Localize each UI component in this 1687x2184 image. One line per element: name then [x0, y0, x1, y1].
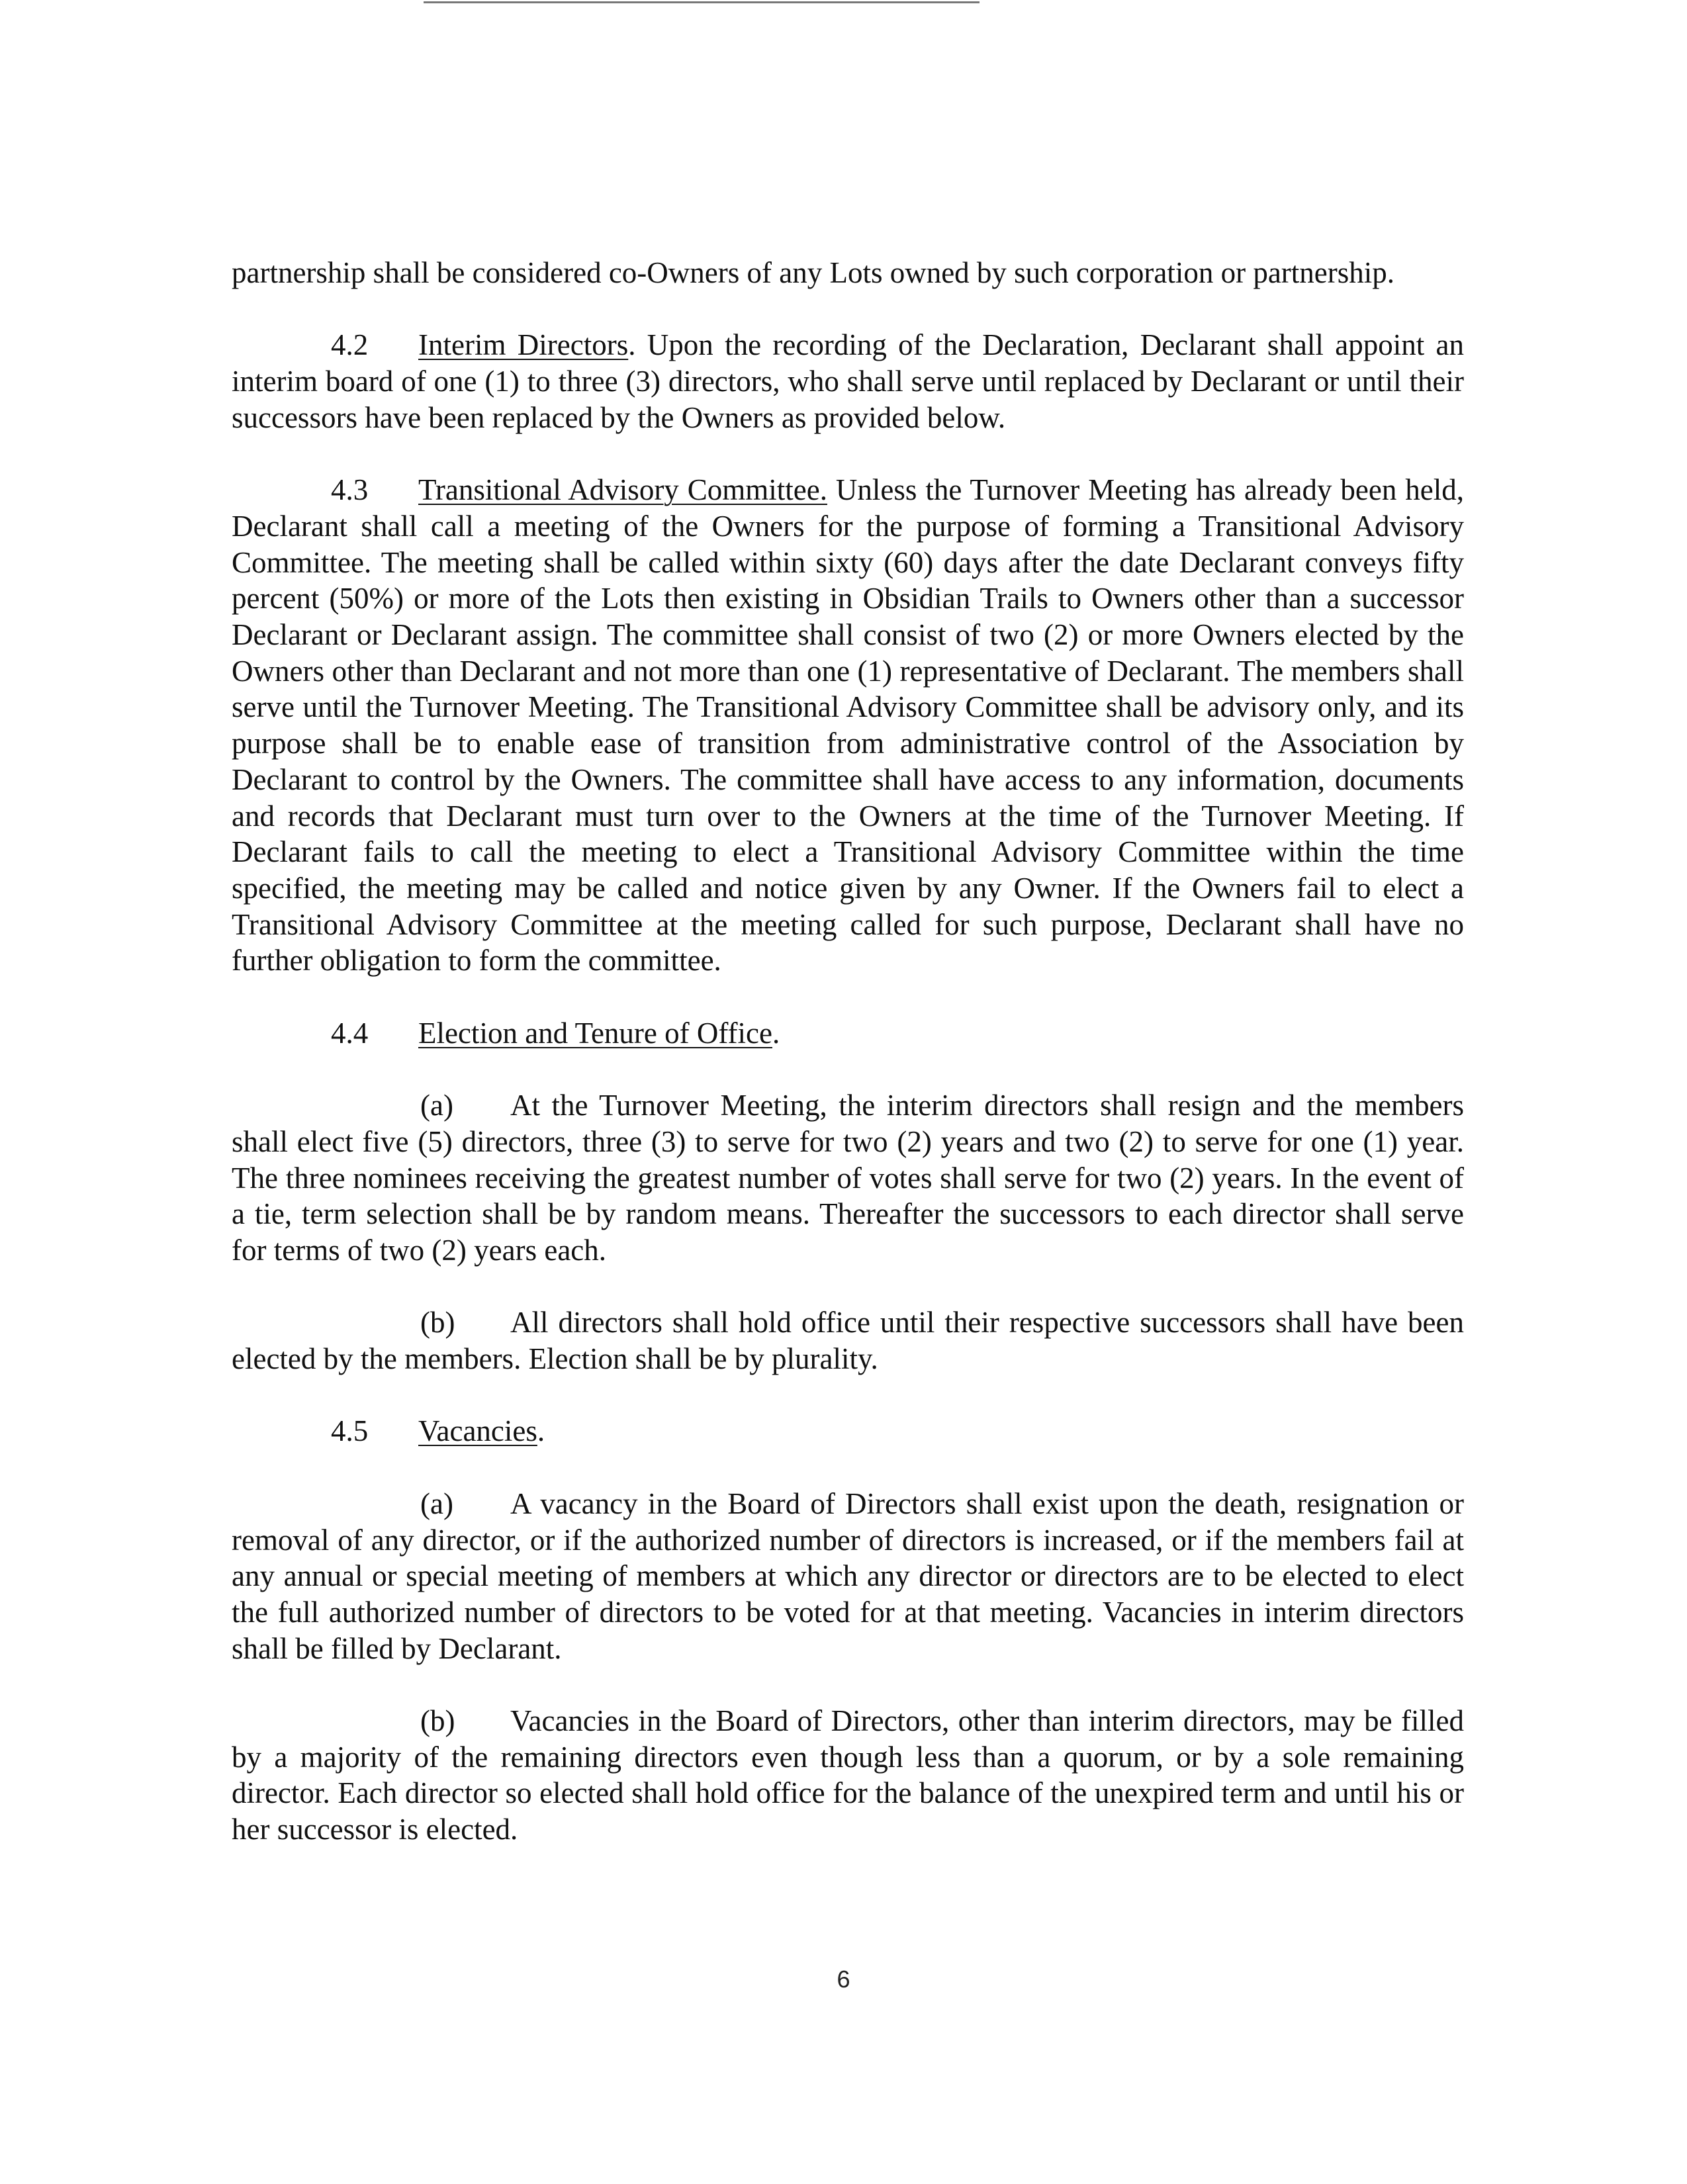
section-4-4-heading — [232, 1015, 1464, 1052]
subsection-text: A vacancy in the Board of Directors shall exist upon the death, resignation or removal of any director, or if the authorized number of directors is increased, or if the members fail at any annual or special meeting of members at which any director or directors are to be elected to elect the full authorized number of directors to be voted for at that meeting. Vacancies in interim directors shall be filled by Declarant. — [232, 1486, 1464, 1665]
section-title-suffix: . — [772, 1016, 780, 1050]
subsection-text: At the Turnover Meeting, the interim directors shall resign and the members shall elect five (5) directors, three (3) to serve for two (2) years and two (2) to serve for one (1) year. The three nominees receiving the greatest number of votes shall serve for two (2) years. In the event of a tie, term selection shall be by random means. Thereafter the successors to each director shall serve for terms of two (2) years each. — [232, 1089, 1464, 1267]
subsection-label: (b) — [420, 1306, 455, 1340]
section-title: Interim Directors — [418, 328, 629, 362]
section-title-suffix: . — [537, 1414, 545, 1448]
subsection-label: (a) — [420, 1486, 453, 1520]
section-title: Transitional Advisory Committee. — [418, 473, 827, 507]
subsection-text: All directors shall hold office until their respective successors shall have been elected by the members. Election shall be by plurality. — [232, 1306, 1464, 1376]
section-4-3 — [232, 472, 1464, 979]
page-number: 6 — [837, 1966, 850, 1993]
paragraph-continuation: partnership shall be considered co-Owners of any Lots owned by such corporation or partnership. — [232, 256, 1394, 289]
section-text: Unless the Turnover Meeting has already been held, Declarant shall call a meeting of the Owners for the purpose of forming a Transitional Advisory Committee. The meeting shall be called within sixty (60) days after the date Declarant conveys fifty percent (50%) or more of the Lots then existing in Obsidian Trails to Owners other than a successor Declarant or Declarant assign. The committee shall consist of two (2) or more Owners elected by the Owners other than Declarant and not more than one (1) representative of Declarant. The members shall serve until the Turnover Meeting. The Transitional Advisory Committee shall be advisory only, and its purpose shall be to enable ease of transition from administrative control of the Association by Declarant to control by the Owners. The committee shall have access to any information, documents and records that Declarant must turn over to the Owners at the time of the Turnover Meeting. If Declarant fails to call the meeting to elect a Transitional Advisory Committee within the time specified, the meeting may be called and notice given by any Owner. If the Owners fail to elect a Transitional Advisory Committee at the meeting called for such purpose, Declarant shall have no further obligation to form the committee. — [232, 473, 1464, 978]
subsection-label: (a) — [420, 1089, 453, 1122]
section-number: 4.2 — [331, 328, 369, 362]
section-title: Election and Tenure of Office — [418, 1016, 772, 1050]
section-number: 4.4 — [331, 1016, 369, 1050]
section-4-4-b — [232, 1304, 1464, 1377]
section-text: . Upon the recording of the Declaration, Declarant shall appoint an interim board of one (1) to three (3) directors, who shall serve until replaced by Declarant or until their successors have been replaced by the Owners as provided below. — [232, 328, 1465, 434]
section-4-4-a — [232, 1087, 1464, 1269]
section-4-5-a — [232, 1486, 1464, 1667]
document-body — [232, 255, 1464, 1884]
section-4-5-b — [232, 1703, 1464, 1848]
top-scan-rule — [424, 1, 980, 3]
subsection-label: (b) — [420, 1704, 455, 1737]
section-number: 4.3 — [331, 473, 369, 507]
section-number: 4.5 — [331, 1414, 369, 1448]
subsection-text: Vacancies in the Board of Directors, other than interim directors, may be filled by a majority of the remaining directors even though less than a quorum, or by a sole remaining director. Each director so elected shall hold office for the balance of the unexpired term and until his or her successor is elected. — [232, 1704, 1464, 1846]
section-4-2 — [232, 327, 1464, 435]
section-4-5-heading — [232, 1413, 1464, 1449]
section-title: Vacancies — [418, 1414, 537, 1448]
